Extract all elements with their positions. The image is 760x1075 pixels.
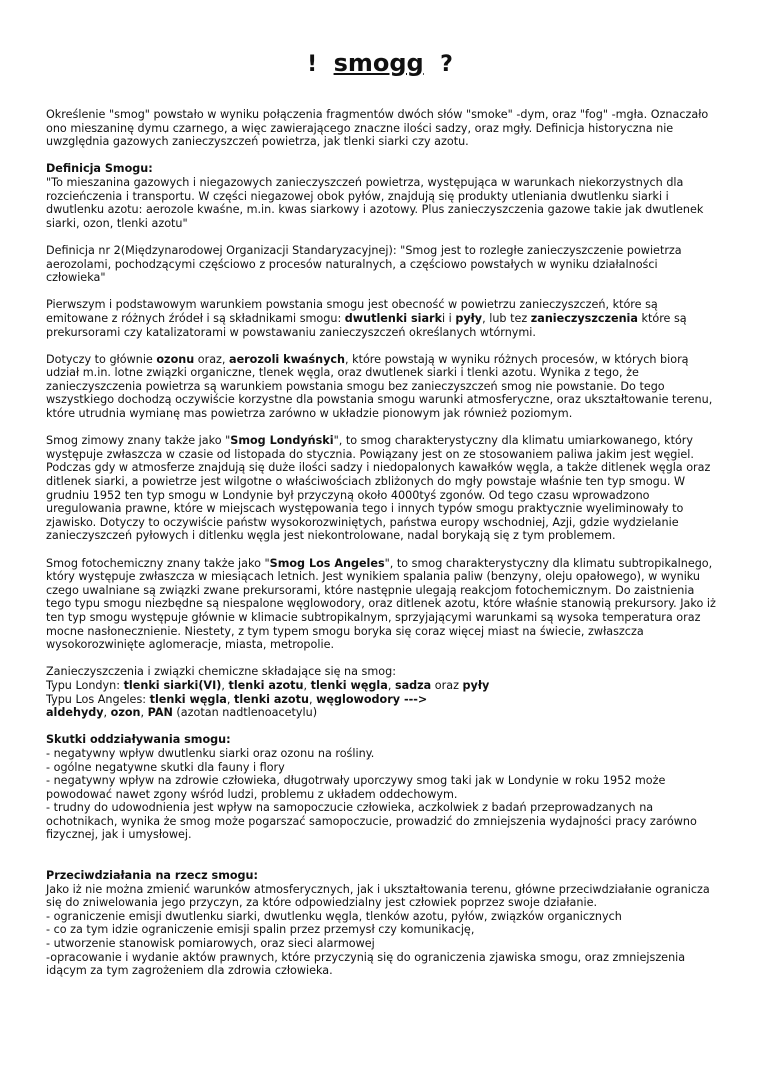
definition-1-heading: Definicja Smogu: — [46, 162, 153, 176]
definition-2: Definicja nr 2(Międzynarodowej Organizacji Standaryzacyjnej): "Smog jest to rozległe zanieczyszczenie powietrza aerozolami, pochodzącymi częściowo z procesów naturalnych, a częściowo powstałych w wyniku działalności człowieka" — [46, 243, 682, 285]
paragraph-los-angeles-smog: Smog fotochemiczny znany także jako "Smog Los Angeles", to smog charakterystyczny dla klimatu subtropikalnego, który występuje zwłaszcza w miesiącach letnich. Jest wynikiem spalania paliw (benzyny, oleju opałowego), w wyniku czego uwalniane są związki zwane prekursorami, które następnie ulegają reakcjom fotochemicznym. Do zaistnienia tego typu smogu niezbędne są niespalone węglowodory, oraz ditlenek azotu, które właśnie stanowią prekursory. Jako iż ten typ smogu występuje głównie w klimacie subtropikalnym, sprzyjającymi warunkami są wysoka temperatura oraz mocne nasłonecznienie. Niestety, z tym typem smogu boryka się coraz więcej miast na świecie, zwłaszcza wysokorozwinięte aglomeracje, miasta, metropolie. — [46, 556, 716, 652]
list-item: -opracowanie i wydanie aktów prawnych, które przyczynią się do ograniczenia zjawiska smogu, oraz zmniejszenia idącym za tym zagrożeniem dla zdrowia człowieka. — [46, 950, 686, 978]
counter-heading: Przeciwdziałania na rzecz smogu: — [46, 869, 258, 883]
exclamation-icon: ! — [307, 52, 318, 77]
definition-1 — [46, 162, 718, 230]
title-text: smogg — [333, 49, 424, 77]
list-item: - negatywny wpływ dwutlenku siarki oraz ozonu na rośliny. — [46, 746, 375, 760]
list-item: - ogólne negatywne skutki dla fauny i flory — [46, 760, 285, 774]
compounds-list: Zanieczyszczenia i związki chemiczne składające się na smog: Typu Londyn: tlenki siarki(VI), tlenki azotu, tlenki węgla, sadza oraz pyły Typu Los Angeles: tlenki węgla, tlenki azotu, węglowodory ---> aldehydy, ozon, PAN (azotan nadtlenoacetylu) — [46, 665, 490, 720]
effects-heading: Skutki oddziaływania smogu: — [46, 733, 231, 747]
counter-section — [46, 869, 718, 978]
document-body — [46, 108, 718, 991]
paragraph-ozone: Dotyczy to głównie ozonu oraz, aerozoli kwaśnych, które powstają w wyniku różnych procesów, w których biorą udział m.in. lotne związki organiczne, tlenek węgla, oraz dwutlenek siarki i tlenki azotu. Wynika z tego, że zanieczyszczenia powietrza są warunkiem powstania smogu bez zanieczyszczeń smog nie powstanie. Do tego wszystkiego dochodzą oczywiście korzystne dla powstania smogu warunki atmosferyczne, oraz ukształtowanie terenu, które utrudnia wymianę mas powietrza zarówno w układzie pionowym jak również poziomym. — [46, 352, 713, 421]
paragraph-london-smog: Smog zimowy znany także jako "Smog Londyński", to smog charakterystyczny dla klimatu umiarkowanego, który występuje zwłaszcza w czasie od listopada do stycznia. Powiązany jest on ze stosowaniem paliwa jakim jest węgiel. Podczas gdy w atmosferze znajdują się duże ilości sadzy i niedopalonych kawałków węgla, a także ditlenek węgla oraz ditlenek siarki, a powietrze jest wilgotne o właściwościach zbliżonych do mgły powstaje właśnie ten typ smogu. W grudniu 1952 ten typ smogu w Londynie był przyczyną około 4000tyś zgonów. Od tego czasu wprowadzono uregulowania prawne, które w miejscach występowania tego i innych typów smogu praktycznie wyeliminowały to zjawisko. Dotyczy to oczywiście państw wysokorozwiniętych, państwa europy wschodniej, Azji, gdzie wydzielanie zanieczyszczeń pyłowych i ditlenku węgla jest niekontrolowane, nadal borykają się z tym problemem. — [46, 434, 711, 543]
intro-paragraph: Określenie "smog" powstało w wyniku połączenia fragmentów dwóch słów "smoke" -dym, oraz "fog" -mgła. Oznaczało ono mieszaninę dymu czarnego, a więc zawierającego znaczne ilości sadzy, oraz mgły. Definicja historyczna nie uwzględnia gazowych zanieczyszczeń powietrza, jak tlenki siarki czy azotu. — [46, 108, 709, 149]
counter-intro: Jako iż nie można zmienić warunków atmosferycznych, jak i ukształtowania terenu, główne przeciwdziałanie ogranicza się do zniwelowania jego przyczyn, za które odpowiedzialny jest człowiek poprzez swoje działanie. — [46, 882, 710, 910]
list-item: - co za tym idzie ograniczenie emisji spalin przez przemysł czy komunikację, — [46, 923, 475, 937]
list-item: - ograniczenie emisji dwutlenku siarki, dwutlenku węgla, tlenków azotu, pyłów, związków organicznych — [46, 909, 622, 923]
compounds-intro: Zanieczyszczenia i związki chemiczne składające się na smog: — [46, 665, 396, 679]
list-item: - negatywny wpływ na zdrowie człowieka, długotrwały uporczywy smog taki jak w Londynie w roku 1952 może powodować nawet zgony wśród ludzi, problemu z układem oddechowym. — [46, 774, 666, 801]
list-item: - trudny do udowodnienia jest wpływ na samopoczucie człowieka, aczkolwiek z badań przeprowadzanych na ochotnikach, wynika że smog może pogarszać samopoczucie, prowadzić do zmniejszenia wydajności pracy zarówno fizycznej, jak i umysłowej. — [46, 801, 697, 842]
definition-1-text: "To mieszanina gazowych i niegazowych zanieczyszczeń powietrza, występująca w warunkach niekorzystnych dla rozcieńczenia i transportu. W części niegazowej obok pyłów, znajdują się produkty utleniania dwutlenku siarki i dwutlenku azotu: aerozole kwaśne, m.in. kwas siarkowy i azotowy. Plus zanieczyszczenia gazowe takie jak dwutlenek siarki, ozon, tlenki azotu" — [46, 175, 704, 230]
paragraph-conditions: Pierwszym i podstawowym warunkiem powstania smogu jest obecność w powietrzu zanieczyszczeń, które są emitowane z różnych źródeł i są składnikami smogu: dwutlenki siarki i pyły, lub tez zanieczyszczenia które są prekursorami czy katalizatorami w powstawaniu zanieczyszczeń określanych wtórnymi. — [46, 298, 687, 339]
question-icon: ? — [440, 52, 453, 77]
list-item: - utworzenie stanowisk pomiarowych, oraz sieci alarmowej — [46, 937, 375, 951]
effects-section — [46, 733, 718, 842]
page-title — [0, 48, 760, 80]
